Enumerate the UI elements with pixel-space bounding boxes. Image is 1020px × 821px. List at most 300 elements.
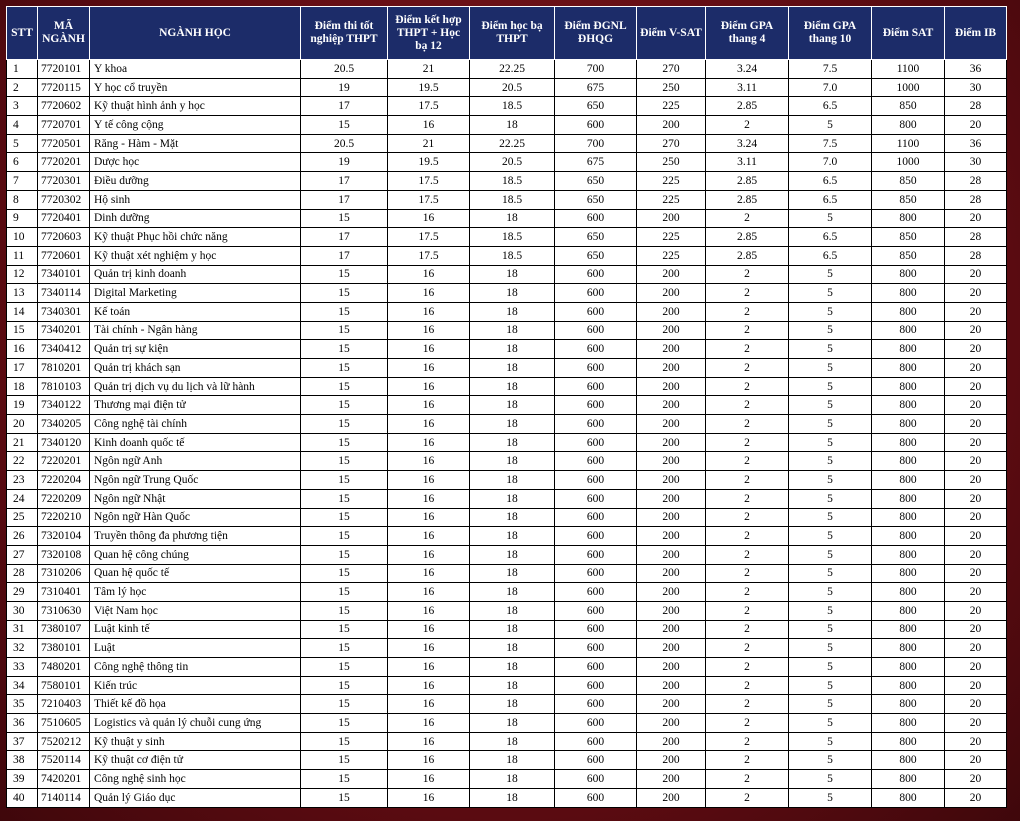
ib-score-cell: 20: [945, 658, 1007, 677]
vsat-score-cell: 225: [637, 246, 706, 265]
major-name-cell: Kỹ thuật Phục hồi chức năng: [90, 228, 301, 247]
header-major: NGÀNH HỌC: [90, 7, 301, 60]
hocba-score-cell: 18: [470, 489, 555, 508]
dgnl-score-cell: 600: [555, 583, 637, 602]
header-gpa10: Điểm GPA thang 10: [789, 7, 872, 60]
ib-score-cell: 20: [945, 620, 1007, 639]
combo-score-cell: 17.5: [388, 246, 470, 265]
header-sat: Điểm SAT: [872, 7, 945, 60]
ib-score-cell: 20: [945, 452, 1007, 471]
hocba-score-cell: 20.5: [470, 153, 555, 172]
code-cell: 7510605: [38, 714, 90, 733]
stt-cell: 5: [7, 134, 38, 153]
thpt-score-cell: 17: [301, 228, 388, 247]
gpa4-score-cell: 2: [706, 620, 789, 639]
thpt-score-cell: 15: [301, 620, 388, 639]
gpa10-score-cell: 7.0: [789, 153, 872, 172]
major-name-cell: Ngôn ngữ Anh: [90, 452, 301, 471]
vsat-score-cell: 200: [637, 658, 706, 677]
table-row: [7, 583, 1007, 602]
thpt-score-cell: 15: [301, 714, 388, 733]
vsat-score-cell: 200: [637, 302, 706, 321]
hocba-score-cell: 22.25: [470, 60, 555, 79]
combo-score-cell: 21: [388, 134, 470, 153]
dgnl-score-cell: 600: [555, 471, 637, 490]
code-cell: 7340205: [38, 415, 90, 434]
hocba-score-cell: 18: [470, 676, 555, 695]
sat-score-cell: 800: [872, 265, 945, 284]
stt-cell: 12: [7, 265, 38, 284]
code-cell: 7720302: [38, 190, 90, 209]
ib-score-cell: 20: [945, 770, 1007, 789]
major-name-cell: Việt Nam học: [90, 601, 301, 620]
code-cell: 7720701: [38, 116, 90, 135]
major-name-cell: Digital Marketing: [90, 284, 301, 303]
gpa4-score-cell: 2: [706, 116, 789, 135]
sat-score-cell: 800: [872, 489, 945, 508]
ib-score-cell: 30: [945, 78, 1007, 97]
sat-score-cell: 800: [872, 770, 945, 789]
gpa4-score-cell: 2: [706, 545, 789, 564]
gpa10-score-cell: 5: [789, 751, 872, 770]
stt-cell: 28: [7, 564, 38, 583]
sat-score-cell: 800: [872, 658, 945, 677]
code-cell: 7520212: [38, 732, 90, 751]
gpa10-score-cell: 5: [789, 564, 872, 583]
dgnl-score-cell: 700: [555, 60, 637, 79]
gpa10-score-cell: 6.5: [789, 246, 872, 265]
dgnl-score-cell: 600: [555, 564, 637, 583]
major-name-cell: Kiến trúc: [90, 676, 301, 695]
gpa10-score-cell: 5: [789, 676, 872, 695]
gpa4-score-cell: 2: [706, 359, 789, 378]
major-name-cell: Dược học: [90, 153, 301, 172]
major-name-cell: Kinh doanh quốc tế: [90, 433, 301, 452]
combo-score-cell: 16: [388, 751, 470, 770]
sat-score-cell: 800: [872, 583, 945, 602]
code-cell: 7340120: [38, 433, 90, 452]
dgnl-score-cell: 600: [555, 415, 637, 434]
sat-score-cell: 850: [872, 246, 945, 265]
dgnl-score-cell: 600: [555, 359, 637, 378]
stt-cell: 15: [7, 321, 38, 340]
thpt-score-cell: 15: [301, 732, 388, 751]
sat-score-cell: 850: [872, 172, 945, 191]
gpa10-score-cell: 5: [789, 284, 872, 303]
table-row: [7, 116, 1007, 135]
ib-score-cell: 20: [945, 732, 1007, 751]
ib-score-cell: 20: [945, 788, 1007, 807]
thpt-score-cell: 15: [301, 564, 388, 583]
thpt-score-cell: 15: [301, 415, 388, 434]
sat-score-cell: 800: [872, 639, 945, 658]
gpa4-score-cell: 2: [706, 396, 789, 415]
stt-cell: 1: [7, 60, 38, 79]
sat-score-cell: 800: [872, 471, 945, 490]
table-row: [7, 228, 1007, 247]
hocba-score-cell: 18: [470, 770, 555, 789]
ib-score-cell: 20: [945, 695, 1007, 714]
combo-score-cell: 21: [388, 60, 470, 79]
stt-cell: 37: [7, 732, 38, 751]
hocba-score-cell: 18: [470, 620, 555, 639]
hocba-score-cell: 18: [470, 695, 555, 714]
combo-score-cell: 16: [388, 601, 470, 620]
vsat-score-cell: 225: [637, 190, 706, 209]
ib-score-cell: 36: [945, 134, 1007, 153]
code-cell: 7720401: [38, 209, 90, 228]
hocba-score-cell: 18: [470, 545, 555, 564]
combo-score-cell: 16: [388, 658, 470, 677]
dgnl-score-cell: 600: [555, 770, 637, 789]
major-name-cell: Quản trị kinh doanh: [90, 265, 301, 284]
thpt-score-cell: 19: [301, 78, 388, 97]
major-name-cell: Công nghệ tài chính: [90, 415, 301, 434]
stt-cell: 38: [7, 751, 38, 770]
major-name-cell: Dinh dưỡng: [90, 209, 301, 228]
combo-score-cell: 16: [388, 452, 470, 471]
stt-cell: 9: [7, 209, 38, 228]
combo-score-cell: 17.5: [388, 97, 470, 116]
table-row: [7, 508, 1007, 527]
code-cell: 7220209: [38, 489, 90, 508]
code-cell: 7480201: [38, 658, 90, 677]
gpa10-score-cell: 5: [789, 770, 872, 789]
ib-score-cell: 28: [945, 172, 1007, 191]
hocba-score-cell: 18: [470, 658, 555, 677]
table-row: [7, 97, 1007, 116]
dgnl-score-cell: 650: [555, 228, 637, 247]
code-cell: 7340412: [38, 340, 90, 359]
dgnl-score-cell: 600: [555, 452, 637, 471]
major-name-cell: Thương mại điện tử: [90, 396, 301, 415]
ib-score-cell: 36: [945, 60, 1007, 79]
major-name-cell: Y học cổ truyền: [90, 78, 301, 97]
code-cell: 7340201: [38, 321, 90, 340]
hocba-score-cell: 18.5: [470, 172, 555, 191]
gpa10-score-cell: 5: [789, 583, 872, 602]
combo-score-cell: 16: [388, 695, 470, 714]
major-name-cell: Quản trị dịch vụ du lịch và lữ hành: [90, 377, 301, 396]
code-cell: 7580101: [38, 676, 90, 695]
header-code: MÃ NGÀNH: [38, 7, 90, 60]
sat-score-cell: 800: [872, 340, 945, 359]
stt-cell: 32: [7, 639, 38, 658]
thpt-score-cell: 15: [301, 340, 388, 359]
code-cell: 7140114: [38, 788, 90, 807]
thpt-score-cell: 15: [301, 209, 388, 228]
major-name-cell: Thiết kế đồ họa: [90, 695, 301, 714]
gpa10-score-cell: 5: [789, 658, 872, 677]
gpa4-score-cell: 2: [706, 377, 789, 396]
ib-score-cell: 20: [945, 676, 1007, 695]
table-row: [7, 78, 1007, 97]
hocba-score-cell: 18: [470, 302, 555, 321]
gpa10-score-cell: 5: [789, 489, 872, 508]
thpt-score-cell: 15: [301, 377, 388, 396]
sat-score-cell: 1000: [872, 78, 945, 97]
dgnl-score-cell: 600: [555, 489, 637, 508]
dgnl-score-cell: 600: [555, 321, 637, 340]
hocba-score-cell: 18: [470, 209, 555, 228]
gpa4-score-cell: 2: [706, 284, 789, 303]
major-name-cell: Kỹ thuật y sinh: [90, 732, 301, 751]
table-row: [7, 172, 1007, 191]
table-row: [7, 321, 1007, 340]
thpt-score-cell: 15: [301, 265, 388, 284]
major-name-cell: Truyền thông đa phương tiện: [90, 527, 301, 546]
table-row: [7, 489, 1007, 508]
code-cell: 7310630: [38, 601, 90, 620]
dgnl-score-cell: 600: [555, 284, 637, 303]
gpa4-score-cell: 2: [706, 564, 789, 583]
gpa4-score-cell: 2.85: [706, 246, 789, 265]
ib-score-cell: 20: [945, 377, 1007, 396]
thpt-score-cell: 17: [301, 172, 388, 191]
ib-score-cell: 20: [945, 751, 1007, 770]
table-row: [7, 601, 1007, 620]
dgnl-score-cell: 650: [555, 190, 637, 209]
stt-cell: 34: [7, 676, 38, 695]
stt-cell: 8: [7, 190, 38, 209]
table-row: [7, 658, 1007, 677]
code-cell: 7340301: [38, 302, 90, 321]
ib-score-cell: 20: [945, 527, 1007, 546]
thpt-score-cell: 17: [301, 190, 388, 209]
thpt-score-cell: 19: [301, 153, 388, 172]
code-cell: 7720201: [38, 153, 90, 172]
major-name-cell: Tài chính - Ngân hàng: [90, 321, 301, 340]
dgnl-score-cell: 650: [555, 172, 637, 191]
table-row: [7, 714, 1007, 733]
stt-cell: 36: [7, 714, 38, 733]
table-row: [7, 676, 1007, 695]
vsat-score-cell: 200: [637, 601, 706, 620]
hocba-score-cell: 18.5: [470, 228, 555, 247]
sat-score-cell: 800: [872, 433, 945, 452]
ib-score-cell: 20: [945, 471, 1007, 490]
ib-score-cell: 28: [945, 190, 1007, 209]
gpa4-score-cell: 2: [706, 209, 789, 228]
thpt-score-cell: 17: [301, 246, 388, 265]
gpa4-score-cell: 3.24: [706, 60, 789, 79]
dgnl-score-cell: 600: [555, 527, 637, 546]
gpa4-score-cell: 2: [706, 658, 789, 677]
gpa4-score-cell: 2: [706, 639, 789, 658]
major-name-cell: Kỹ thuật hình ảnh y học: [90, 97, 301, 116]
dgnl-score-cell: 600: [555, 433, 637, 452]
dgnl-score-cell: 600: [555, 265, 637, 284]
hocba-score-cell: 18: [470, 116, 555, 135]
table-row: [7, 471, 1007, 490]
code-cell: 7340122: [38, 396, 90, 415]
table-row: [7, 153, 1007, 172]
vsat-score-cell: 200: [637, 508, 706, 527]
vsat-score-cell: 200: [637, 545, 706, 564]
major-name-cell: Kỹ thuật xét nghiệm y học: [90, 246, 301, 265]
gpa10-score-cell: 5: [789, 620, 872, 639]
hocba-score-cell: 18: [470, 396, 555, 415]
dgnl-score-cell: 600: [555, 658, 637, 677]
gpa10-score-cell: 5: [789, 265, 872, 284]
major-name-cell: Luật kinh tế: [90, 620, 301, 639]
thpt-score-cell: 15: [301, 284, 388, 303]
combo-score-cell: 16: [388, 359, 470, 378]
dgnl-score-cell: 600: [555, 639, 637, 658]
major-name-cell: Ngôn ngữ Hàn Quốc: [90, 508, 301, 527]
hocba-score-cell: 18: [470, 527, 555, 546]
gpa4-score-cell: 2: [706, 321, 789, 340]
thpt-score-cell: 20.5: [301, 134, 388, 153]
score-table-frame: [6, 6, 1006, 812]
gpa4-score-cell: 2.85: [706, 190, 789, 209]
vsat-score-cell: 200: [637, 359, 706, 378]
code-cell: 7310206: [38, 564, 90, 583]
hocba-score-cell: 18.5: [470, 97, 555, 116]
table-row: [7, 396, 1007, 415]
sat-score-cell: 850: [872, 97, 945, 116]
code-cell: 7720601: [38, 246, 90, 265]
major-name-cell: Luật: [90, 639, 301, 658]
stt-cell: 18: [7, 377, 38, 396]
thpt-score-cell: 15: [301, 116, 388, 135]
sat-score-cell: 800: [872, 452, 945, 471]
vsat-score-cell: 200: [637, 116, 706, 135]
table-row: [7, 639, 1007, 658]
ib-score-cell: 20: [945, 415, 1007, 434]
table-row: [7, 134, 1007, 153]
gpa4-score-cell: 2: [706, 676, 789, 695]
header-vsat: Điểm V-SAT: [637, 7, 706, 60]
major-name-cell: Điều dưỡng: [90, 172, 301, 191]
hocba-score-cell: 18: [470, 452, 555, 471]
code-cell: 7720602: [38, 97, 90, 116]
sat-score-cell: 850: [872, 228, 945, 247]
gpa4-score-cell: 2: [706, 527, 789, 546]
thpt-score-cell: 15: [301, 527, 388, 546]
sat-score-cell: 800: [872, 396, 945, 415]
dgnl-score-cell: 600: [555, 695, 637, 714]
gpa4-score-cell: 2: [706, 583, 789, 602]
ib-score-cell: 28: [945, 246, 1007, 265]
major-name-cell: Y khoa: [90, 60, 301, 79]
vsat-score-cell: 200: [637, 788, 706, 807]
stt-cell: 26: [7, 527, 38, 546]
dgnl-score-cell: 675: [555, 153, 637, 172]
hocba-score-cell: 18: [470, 751, 555, 770]
gpa4-score-cell: 3.11: [706, 153, 789, 172]
code-cell: 7720115: [38, 78, 90, 97]
sat-score-cell: 1100: [872, 134, 945, 153]
vsat-score-cell: 200: [637, 527, 706, 546]
vsat-score-cell: 200: [637, 751, 706, 770]
gpa4-score-cell: 3.11: [706, 78, 789, 97]
vsat-score-cell: 200: [637, 433, 706, 452]
stt-cell: 3: [7, 97, 38, 116]
thpt-score-cell: 20.5: [301, 60, 388, 79]
dgnl-score-cell: 600: [555, 732, 637, 751]
combo-score-cell: 16: [388, 284, 470, 303]
gpa10-score-cell: 6.5: [789, 190, 872, 209]
table-row: [7, 246, 1007, 265]
hocba-score-cell: 20.5: [470, 78, 555, 97]
combo-score-cell: 16: [388, 321, 470, 340]
ib-score-cell: 30: [945, 153, 1007, 172]
header-row: [7, 7, 1007, 60]
thpt-score-cell: 17: [301, 97, 388, 116]
table-row: [7, 284, 1007, 303]
stt-cell: 40: [7, 788, 38, 807]
dgnl-score-cell: 600: [555, 676, 637, 695]
header-gpa4: Điểm GPA thang 4: [706, 7, 789, 60]
ib-score-cell: 20: [945, 639, 1007, 658]
ib-score-cell: 20: [945, 714, 1007, 733]
dgnl-score-cell: 600: [555, 545, 637, 564]
hocba-score-cell: 18: [470, 321, 555, 340]
combo-score-cell: 16: [388, 564, 470, 583]
stt-cell: 23: [7, 471, 38, 490]
ib-score-cell: 20: [945, 284, 1007, 303]
table-row: [7, 545, 1007, 564]
header-thpt: Điểm thi tốt nghiệp THPT: [301, 7, 388, 60]
dgnl-score-cell: 600: [555, 209, 637, 228]
vsat-score-cell: 200: [637, 695, 706, 714]
sat-score-cell: 800: [872, 620, 945, 639]
header-hocba: Điểm học bạ THPT: [470, 7, 555, 60]
gpa4-score-cell: 2: [706, 452, 789, 471]
vsat-score-cell: 200: [637, 732, 706, 751]
major-name-cell: Quan hệ công chúng: [90, 545, 301, 564]
gpa4-score-cell: 2: [706, 471, 789, 490]
hocba-score-cell: 18.5: [470, 190, 555, 209]
table-row: [7, 415, 1007, 434]
stt-cell: 17: [7, 359, 38, 378]
ib-score-cell: 20: [945, 489, 1007, 508]
combo-score-cell: 16: [388, 732, 470, 751]
combo-score-cell: 16: [388, 265, 470, 284]
thpt-score-cell: 15: [301, 508, 388, 527]
header-ib: Điểm IB: [945, 7, 1007, 60]
sat-score-cell: 800: [872, 695, 945, 714]
vsat-score-cell: 200: [637, 620, 706, 639]
combo-score-cell: 17.5: [388, 172, 470, 191]
thpt-score-cell: 15: [301, 751, 388, 770]
thpt-score-cell: 15: [301, 695, 388, 714]
gpa10-score-cell: 5: [789, 433, 872, 452]
dgnl-score-cell: 600: [555, 751, 637, 770]
ib-score-cell: 20: [945, 302, 1007, 321]
vsat-score-cell: 200: [637, 452, 706, 471]
sat-score-cell: 800: [872, 601, 945, 620]
gpa4-score-cell: 2: [706, 770, 789, 789]
gpa10-score-cell: 5: [789, 714, 872, 733]
vsat-score-cell: 200: [637, 489, 706, 508]
vsat-score-cell: 200: [637, 284, 706, 303]
ib-score-cell: 20: [945, 116, 1007, 135]
major-name-cell: Công nghệ thông tin: [90, 658, 301, 677]
combo-score-cell: 19.5: [388, 153, 470, 172]
code-cell: 7220210: [38, 508, 90, 527]
table-row: [7, 302, 1007, 321]
ib-score-cell: 20: [945, 545, 1007, 564]
ib-score-cell: 20: [945, 359, 1007, 378]
sat-score-cell: 800: [872, 359, 945, 378]
major-name-cell: Ngôn ngữ Nhật: [90, 489, 301, 508]
hocba-score-cell: 18: [470, 583, 555, 602]
sat-score-cell: 1000: [872, 153, 945, 172]
ib-score-cell: 20: [945, 564, 1007, 583]
gpa10-score-cell: 5: [789, 601, 872, 620]
